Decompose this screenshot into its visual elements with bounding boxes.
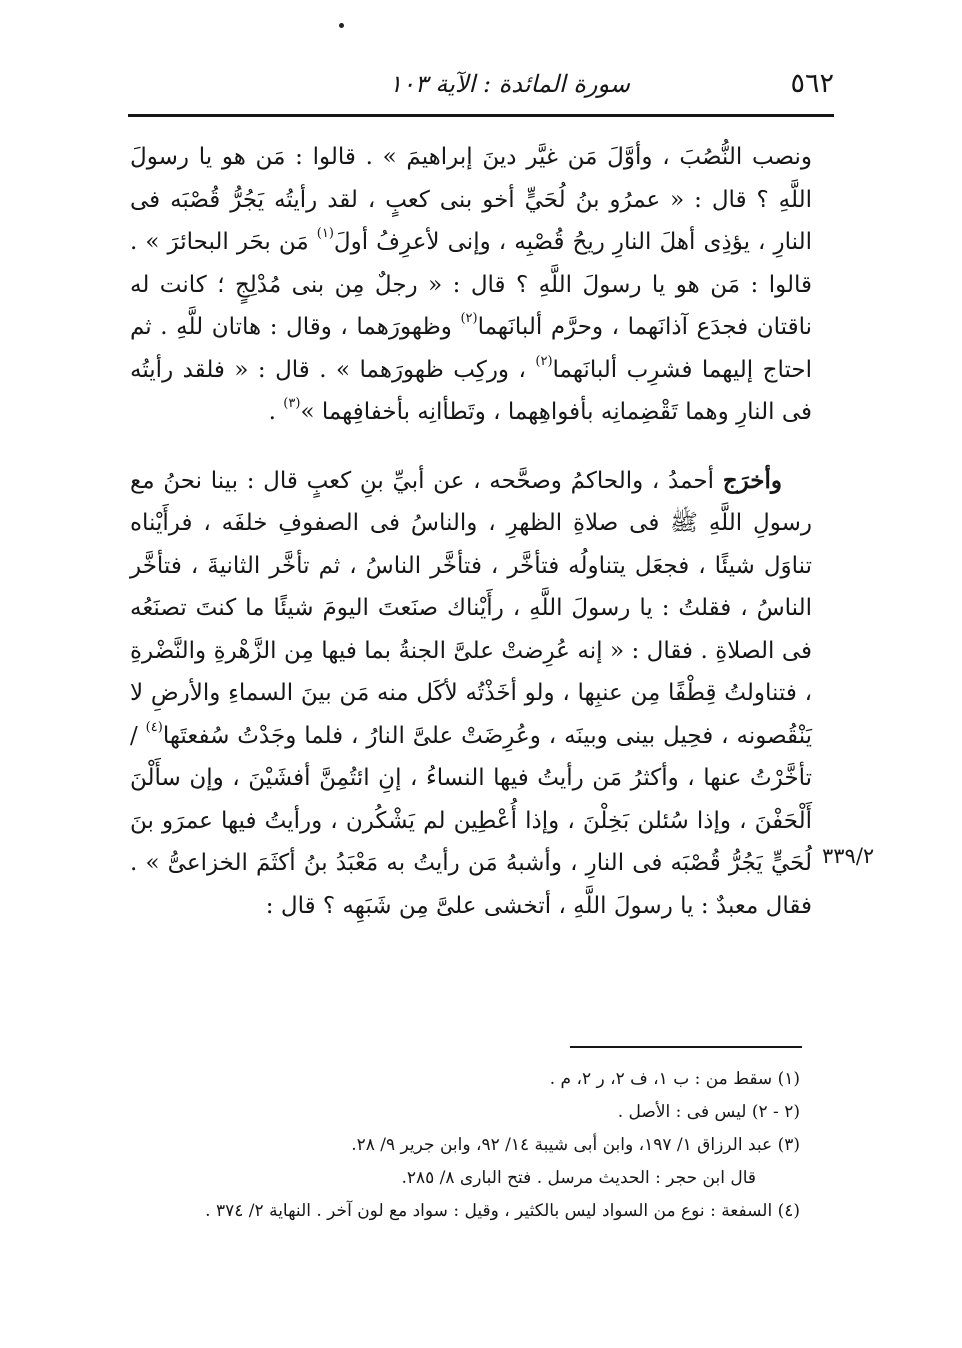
text-line: وظهورَهما ، وقال : هاتان للَّهِ . ثم احتاج إليهما فشرِب ألبانَهما <box>130 314 813 383</box>
footnote-3: (٣) عبد الرزاق ١/ ١٩٧، وابن أبى شيبة ١٤/ ٩٢، وابن جرير ٩/ ٢٨. <box>351 1135 800 1155</box>
text-line: وركِب ظهورَهما » . قال : « فلقد رأيتُه فى النارِ وهما تَقْضِمانِه بأفواهِهما ، <box>130 356 812 425</box>
note-mark: (٢) <box>535 353 553 369</box>
note-mark: (١) <box>316 226 334 241</box>
footnote-4: (٤) السفعة : نوع من السواد ليس بالكثير ، وقيل : سواد مع لون آخر . النهاية ٢/ ٣٧٤ . <box>205 1201 800 1221</box>
text-line: يا رسولَ اللَّهِ ، رأَيْناك صنَعتَ اليومَ شيئًا ما كنتَ تصنَعُه فى الصلاةِ . فقال : « إنه <box>130 595 812 664</box>
footnotes <box>150 1063 800 1228</box>
page-header <box>128 60 834 108</box>
text-line: وعُرِضَتْ علىَّ النارُ ، فلما وجَدْتُ سُفعتَها <box>162 722 541 749</box>
lead-word: وأخرَج <box>722 466 782 494</box>
header-rule <box>128 114 834 117</box>
text-line: اللَّهِ ؟ قال : « رجلٌ مِن بنى مُدْلِجٍ ؛ كانت له ناقتان فجدَع آذانَهما ، وحرَّم <box>130 271 812 340</box>
page-number: ٥٦٢ <box>790 68 834 99</box>
text-line: / تأخَّرْتُ عنها ، وأكثرُ مَن رأيتُ <box>130 722 812 791</box>
note-mark: (٤) <box>145 719 163 735</box>
note-mark: (٣) <box>283 396 301 411</box>
text-line: ، <box>518 356 536 383</box>
margin-reference: ٣٣٩/٢ <box>822 844 875 868</box>
text-line: فيها النساءُ ، إنِ ائتُمِنَّ أفشَيْنَ ، وإن سأَلْنَ أَلْحَفْنَ ، وإذا سُئلن بَخِلْنَ ، وإذا أُعْطِين <box>130 765 813 834</box>
main-text <box>130 136 812 927</box>
text-line: النارِ ريحُ قُصْبِه ، وإنى لأعرِفُ أولَ <box>333 229 652 255</box>
paragraph-2 <box>130 460 812 928</box>
text-line: عُرِضتْ علىَّ الجنةُ بما فيها مِن الزَّهْرةِ والنَّضْرةِ ، فتناولتُ قِطْفًا مِن عنبِها ، ولو <box>130 637 813 706</box>
footnote-1: (١) سقط من : ب ١، ف ٢، ر ٢، م . <box>549 1069 800 1089</box>
note-mark: (٢) <box>460 311 478 326</box>
text-line: ألبانَهما <box>477 314 543 340</box>
text-line: مَن بحَر البحائرَ » . قالوا : مَن هو يا رسولَ <box>130 229 813 298</box>
text-line: لم يَشْكُرن ، ورأيتُ فيها عمرَو بنَ لُحَيٍّ يَجُرُّ قُصْبَه فى النارِ ، وأشبهُ مَن رأيتُ به <box>130 807 812 876</box>
text-line: أخَذْتُه لأكَل منه مَن بينَ السماءِ والأرضِ لا يَنْقُصونه ، فحِيل بينى وبينَه ، <box>130 680 813 749</box>
text-line: وتَطأانِه بأخفافِهما » <box>300 399 486 425</box>
footnote-rule <box>570 1046 802 1048</box>
text-line: أحمدُ ، والحاكمُ وصحَّحه ، عن أبيِّ بنِ كعبٍ قال : بينا نحنُ مع <box>130 467 723 494</box>
text-line: شيئًا ، فجعَل يتناولُه فتأخَّر ، فتأخَّر الناسُ ، ثم تأخَّر الثانيةَ ، فتأخَّر الناسُ ، فقلتُ : <box>130 552 812 621</box>
text-line: ونصب النُّصُبَ ، وأوَّلَ مَن غيَّر دينَ إبراهيمَ » . قالوا : مَن هو يا رسولَ اللَّهِ ؟ <box>130 144 812 213</box>
text-line: مَعْبَدُ بنُ أكثَمَ الخزاعىُّ » . فقال معبدٌ : يا رسولَ اللَّهِ ، أتخشى علىَّ مِن شَبَهِه ؟ قال : <box>130 850 812 919</box>
paragraph-1 <box>130 136 812 434</box>
text-line: قال : « عمرُو بنُ لُحَيٍّ أخو بنى كعبٍ ، لقد رأيتُه يَجُرُّ قُصْبَه فى النارِ ، يؤذِى أهلَ <box>130 186 813 255</box>
footnote-3-continuation: قال ابن حجر : الحديث مرسل . فتح البارى ٨/ ٢٨٥. <box>401 1168 756 1188</box>
text-line: رسولِ اللَّهِ ﷺ فى صلاةِ الظهرِ ، والناسُ فى الصفوفِ خلفَه ، فرأَيْناه تناوَل <box>130 510 813 579</box>
footnote-2: (٢ - ٢) ليس فى : الأصل . <box>617 1102 800 1122</box>
ink-dot <box>339 23 344 28</box>
running-title: سورة المائدة : الآية ١٠٣ <box>389 70 630 98</box>
text-line: . <box>268 399 284 425</box>
